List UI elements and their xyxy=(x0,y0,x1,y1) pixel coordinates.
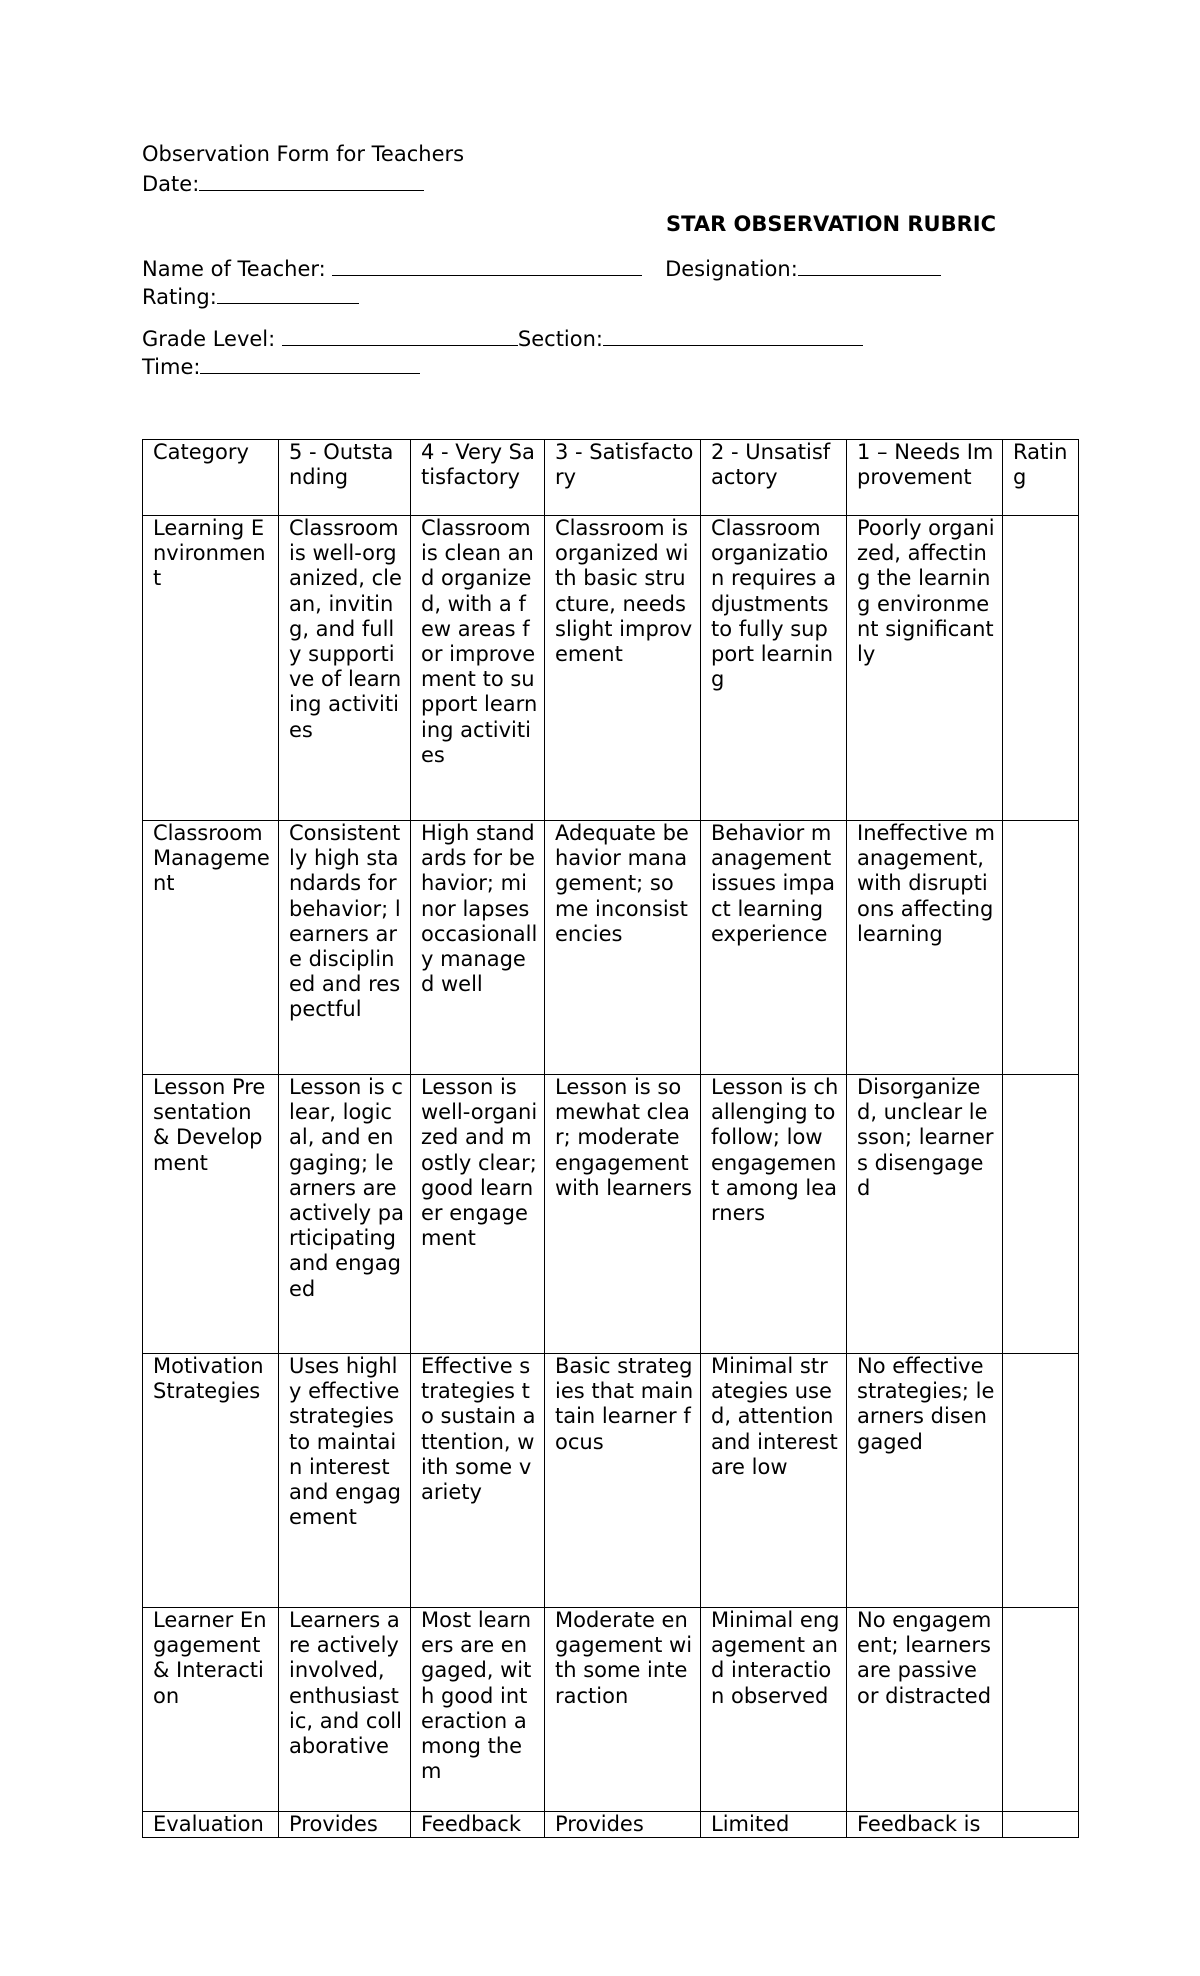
time-field[interactable] xyxy=(200,353,420,374)
header-row xyxy=(143,440,1079,516)
header-cell: 5 - Outstanding xyxy=(279,440,411,516)
descriptor-cell: Basic strategies that maintain learner focus xyxy=(545,1354,701,1608)
rating-cell[interactable] xyxy=(1003,1812,1079,1838)
descriptor-cell: Effective strategies to sustain attention, with some variety xyxy=(411,1354,545,1608)
descriptor-cell: Limited xyxy=(701,1812,847,1838)
category-cell: Classroom Management xyxy=(143,821,279,1075)
rating-line xyxy=(142,283,359,310)
rubric-table xyxy=(142,439,1079,1838)
header-cell: Rating xyxy=(1003,440,1079,516)
header-cell: Category xyxy=(143,440,279,516)
date-line xyxy=(142,170,424,197)
header-cell: 4 - Very Satisfactory xyxy=(411,440,545,516)
descriptor-cell: Learners are actively involved, enthusiastic, and collaborative xyxy=(279,1608,411,1812)
descriptor-cell: High standards for behavior; minor lapses occasionally managed well xyxy=(411,821,545,1075)
time-line xyxy=(142,353,420,380)
grade-line xyxy=(142,325,863,352)
section-label: Section: xyxy=(517,327,604,351)
table-row xyxy=(143,1812,1079,1838)
form-title: Observation Form for Teachers xyxy=(142,142,465,166)
category-cell: Evaluation xyxy=(143,1812,279,1838)
designation-label: Designation: xyxy=(665,257,798,281)
descriptor-cell: Minimal engagement and interaction observed xyxy=(701,1608,847,1812)
descriptor-cell: Classroom is organized with basic structure, needs slight improvement xyxy=(545,516,701,821)
descriptor-cell: Lesson is somewhat clear; moderate engagement with learners xyxy=(545,1075,701,1354)
descriptor-cell: Consistently high standards for behavior; learners are disciplined and respectful xyxy=(279,821,411,1075)
descriptor-cell: Lesson is clear, logical, and engaging; learners are actively participating and engaged xyxy=(279,1075,411,1354)
time-label: Time: xyxy=(142,355,201,379)
descriptor-cell: No engagement; learners are passive or distracted xyxy=(847,1608,1003,1812)
section-field[interactable] xyxy=(603,325,863,346)
designation-field[interactable] xyxy=(798,255,941,276)
table-row xyxy=(143,1608,1079,1812)
descriptor-cell: Lesson is well-organized and mostly clear; good learner engagement xyxy=(411,1075,545,1354)
descriptor-cell: Disorganized, unclear lesson; learners disengaged xyxy=(847,1075,1003,1354)
rating-cell[interactable] xyxy=(1003,821,1079,1075)
header-cell: 1 – Needs Improvement xyxy=(847,440,1003,516)
category-cell: Learning Environment xyxy=(143,516,279,821)
table-row xyxy=(143,821,1079,1075)
category-cell: Learner Engagement & Interaction xyxy=(143,1608,279,1812)
rating-cell[interactable] xyxy=(1003,1354,1079,1608)
descriptor-cell: Adequate behavior management; some inconsistencies xyxy=(545,821,701,1075)
descriptor-cell: Lesson is challenging to follow; low engagement among learners xyxy=(701,1075,847,1354)
descriptor-cell: Most learners are engaged, with good interaction among them xyxy=(411,1608,545,1812)
table-row xyxy=(143,1354,1079,1608)
grade-level-label: Grade Level: xyxy=(142,327,276,351)
rating-field[interactable] xyxy=(217,283,359,304)
category-cell: Motivation Strategies xyxy=(143,1354,279,1608)
rating-cell[interactable] xyxy=(1003,516,1079,821)
teacher-label: Name of Teacher: xyxy=(142,257,326,281)
table-row xyxy=(143,516,1079,821)
descriptor-cell: Behavior management issues impact learning experience xyxy=(701,821,847,1075)
header-cell: 2 - Unsatisfactory xyxy=(701,440,847,516)
descriptor-cell: Classroom is clean and organized, with a few areas for improvement to support learning activities xyxy=(411,516,545,821)
grade-level-field[interactable] xyxy=(282,325,518,346)
date-label: Date: xyxy=(142,172,200,196)
descriptor-cell: Feedback xyxy=(411,1812,545,1838)
header-cell: 3 - Satisfactory xyxy=(545,440,701,516)
descriptor-cell: Feedback is xyxy=(847,1812,1003,1838)
table-row xyxy=(143,1075,1079,1354)
descriptor-cell: Classroom is well-organized, clean, inviting, and fully supportive of learning activities xyxy=(279,516,411,821)
descriptor-cell: Classroom organization requires adjustments to fully support learning xyxy=(701,516,847,821)
rubric-title: STAR OBSERVATION RUBRIC xyxy=(666,212,997,236)
descriptor-cell: No effective strategies; learners disengaged xyxy=(847,1354,1003,1608)
descriptor-cell: Poorly organized, affecting the learning environment significantly xyxy=(847,516,1003,821)
descriptor-cell: Ineffective management, with disruptions affecting learning xyxy=(847,821,1003,1075)
rating-cell[interactable] xyxy=(1003,1608,1079,1812)
descriptor-cell: Minimal strategies used, attention and interest are low xyxy=(701,1354,847,1608)
descriptor-cell: Uses highly effective strategies to maintain interest and engagement xyxy=(279,1354,411,1608)
rating-cell[interactable] xyxy=(1003,1075,1079,1354)
descriptor-cell: Moderate engagement with some interaction xyxy=(545,1608,701,1812)
teacher-line xyxy=(142,255,941,282)
descriptor-cell: Provides xyxy=(545,1812,701,1838)
rating-label: Rating: xyxy=(142,285,217,309)
teacher-name-field[interactable] xyxy=(332,255,642,276)
category-cell: Lesson Presentation & Development xyxy=(143,1075,279,1354)
descriptor-cell: Provides xyxy=(279,1812,411,1838)
date-field[interactable] xyxy=(199,170,424,191)
